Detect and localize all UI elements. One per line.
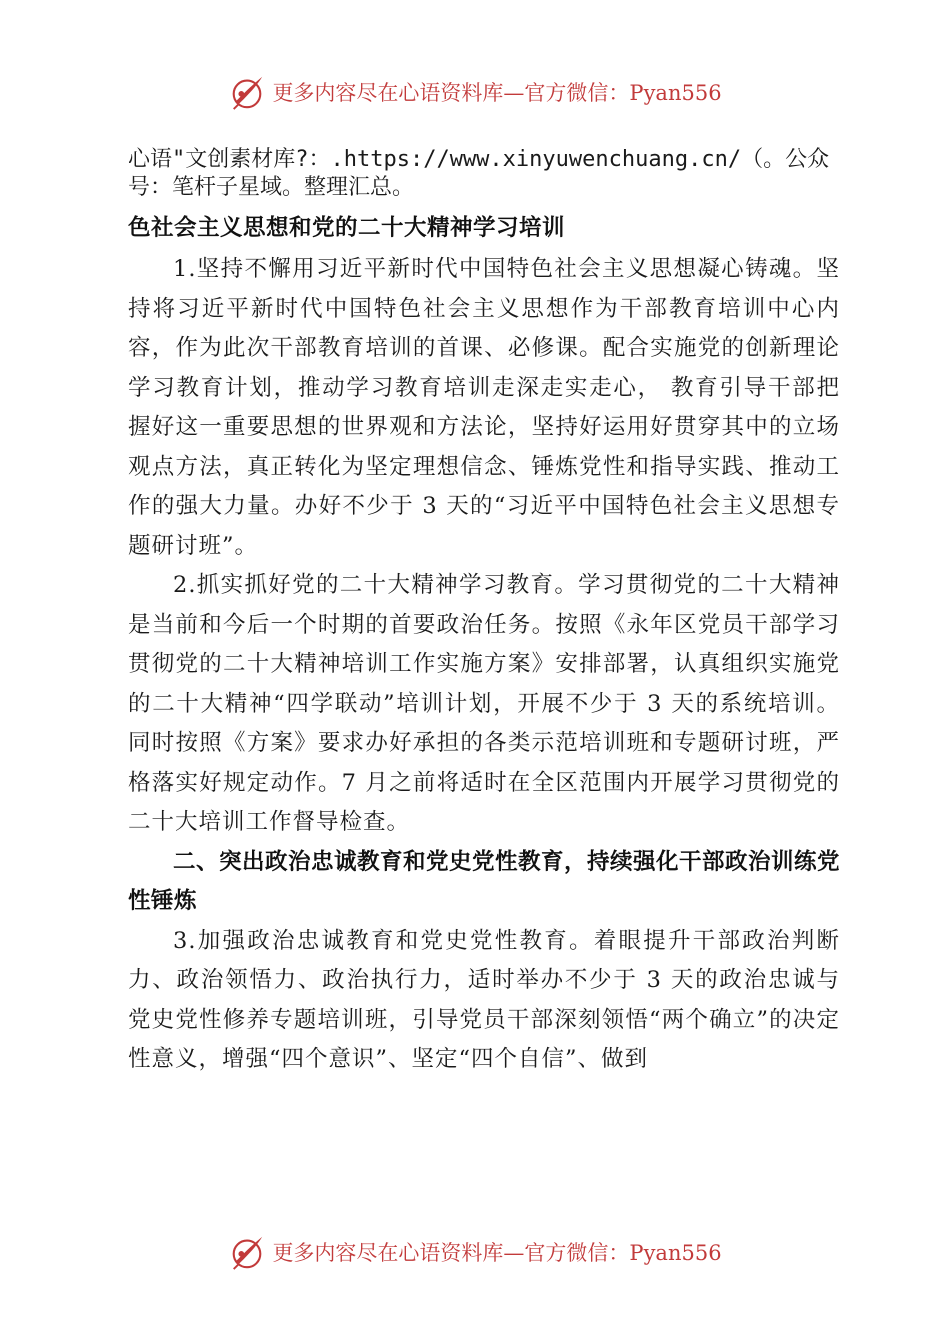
section-heading-2: 二、突出政治忠诚教育和党史党性教育，持续强化干部政治训练党性锤炼 bbox=[128, 848, 841, 914]
watermark-footer bbox=[0, 1232, 950, 1272]
watermark-header bbox=[0, 72, 950, 112]
quill-pen-logo-icon bbox=[228, 73, 266, 111]
document-heading: 色社会主义思想和党的二十大精神学习培训 bbox=[128, 215, 566, 241]
watermark-text: 更多内容尽在心语资料库—官方微信：Pyan556 bbox=[272, 1241, 722, 1265]
document-body bbox=[128, 146, 840, 1080]
paragraph-3: 3.加强政治忠诚教育和党史党性教育。着眼提升干部政治判断力、政治领悟力、政治执行力，适时举办不少于 3 天的政治忠诚与党史党性修养专题培训班，引导党员干部深刻领悟“两个确立”的决定性意义，增强“四个意识”、坚定“四个自信”、做到 bbox=[128, 927, 840, 1072]
quill-pen-logo-icon bbox=[228, 1233, 266, 1271]
paragraph-2: 2.抓实抓好党的二十大精神学习教育。学习贯彻党的二十大精神是当前和今后一个时期的首要政治任务。按照《永年区党员干部学习贯彻党的二十大精神培训工作实施方案》安排部署，认真组织实施党的二十大精神“四学联动”培训计划，开展不少于 3 天的系统培训。同时按照《方案》要求办好承担的各类示范培训班和专题研讨班，严格落实好规定动作。7 月之前将适时在全区范围内开展学习贯彻党的二十大培训工作督导检查。 bbox=[128, 572, 840, 835]
paragraph-1: 1.坚持不懈用习近平新时代中国特色社会主义思想凝心铸魂。坚持将习近平新时代中国特色社会主义思想作为干部教育培训中心内容，作为此次干部教育培训的首课、必修课。配合实施党的创新理论学习教育计划，推动学习教育培训走深走实走心， 教育引导干部把握好这一重要思想的世界观和方法论，坚持好运用好贯穿其中的立场观点方法，真正转化为坚定理想信念、锤炼党性和指导实践、推动工作的强大力量。办好不少于 3 天的“习近平中国特色社会主义思想专题研讨班”。 bbox=[128, 256, 840, 559]
watermark-text: 更多内容尽在心语资料库—官方微信：Pyan556 bbox=[272, 81, 722, 105]
source-line: 心语"文创素材库?：.https://www.xinyuwenchuang.cn/（。公众号：笔杆子星域。整理汇总。 bbox=[128, 147, 830, 200]
